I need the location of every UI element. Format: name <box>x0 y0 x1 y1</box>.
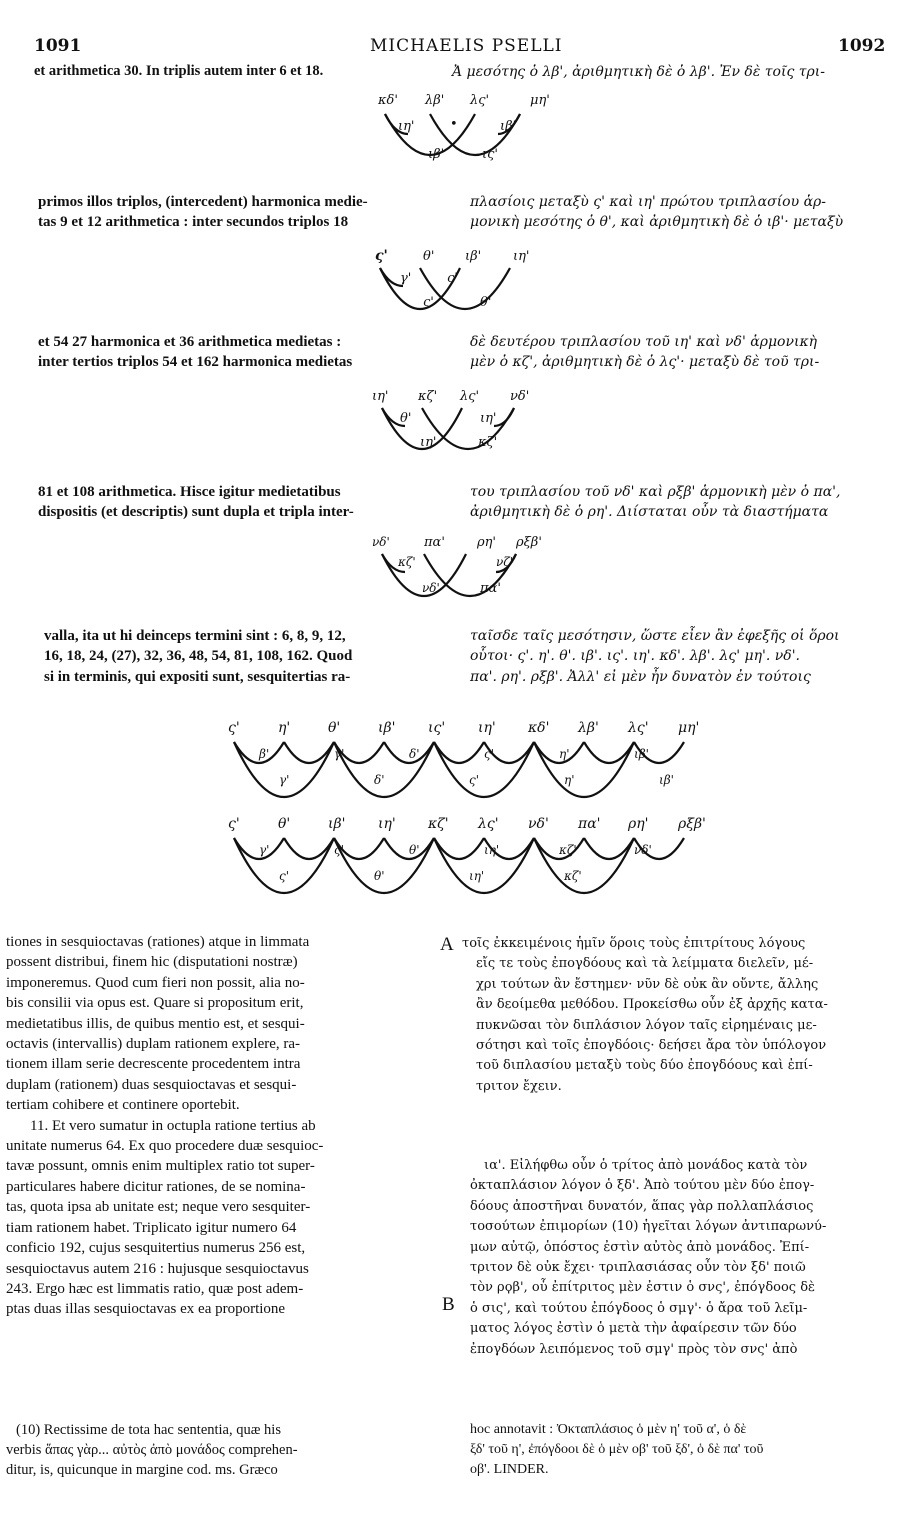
arc <box>284 742 334 763</box>
arc <box>434 742 484 763</box>
text-line: octavis (intervallis) duplam rationem explere, ra- <box>6 1036 301 1053</box>
term-label: ιβ' <box>328 816 346 832</box>
ratio-label: η' <box>559 747 570 761</box>
ratio-label: κζ' <box>398 555 416 569</box>
text-line: πλασίοις μεταξὺ ς' καὶ ιη' πρώτου τριπλασίου ἁρ- <box>470 194 826 210</box>
ratio-label: ιβ' <box>659 773 674 787</box>
arc <box>494 408 514 426</box>
latin-block-1 <box>38 192 448 233</box>
arc-diagram-6 <box>220 810 706 910</box>
text-line: medietatibus illis, de quibus mentio est, et sesqui- <box>6 1015 305 1032</box>
text-line: hoc annotavit : Ὀκταπλάσιος ὁ μὲν η' τοῦ α', ὁ δὲ <box>470 1422 747 1437</box>
term-label: ιη' <box>372 389 389 404</box>
text-line: conficio 192, cujus sesquitertius numerus 256 est, <box>6 1240 306 1257</box>
text-line: verbis ἅπας γὰρ... αὐτὸς ἀπὸ μονάδος comprehen- <box>6 1442 298 1458</box>
ratio-label: η' <box>564 773 575 787</box>
text-line: τὸν ρϙβ', οὗ ἐπίτριτος μὲν ἐστιν ὁ σνς', ἐπόγδοος δὲ <box>470 1280 816 1296</box>
ratio-label: • <box>450 117 458 132</box>
ratio-label: ς' <box>334 843 345 857</box>
term-label: ιη' <box>478 720 496 736</box>
text-line: ταῖσδε ταῖς μεσότησιν, ὥστε εἶεν ἂν ἐφεξῆς οἱ ὅροι <box>470 628 840 644</box>
text-line: ptas duas illas sesquioctavas ex ea proportione <box>6 1301 286 1318</box>
latin-block-3 <box>38 482 448 523</box>
ratio-label: κζ' <box>478 435 498 450</box>
text-line: σότησι καὶ τοῖς ἐπογδόοις· δεήσει ἄρα τὸν ὑπόλογον <box>476 1038 827 1054</box>
text-line: inter tertios triplos 54 et 162 harmonica medietas <box>38 354 353 371</box>
ratio-label: γ' <box>400 271 412 286</box>
ratio-label: ιη' <box>420 435 437 450</box>
greek-block-3 <box>470 482 880 523</box>
running-title: MICHAELIS PSELLI <box>370 36 563 56</box>
latin-block-4 <box>44 626 454 687</box>
text-line: ὁ σις', καὶ τούτου ἐπόγδοος ὁ σμγ'· ὁ ἄρα τοῦ λεῖμ- <box>470 1300 808 1316</box>
term-label: ρη' <box>628 816 649 832</box>
ratio-label: β' <box>259 747 270 761</box>
text-line: οὗτοι· ς'. η'. θ'. ιβ'. ις'. ιη'. κδ'. λβ'. λς' μη'. νδ'. <box>470 648 801 665</box>
arc-diagram-1 <box>350 86 580 181</box>
term-label: μη' <box>530 93 550 108</box>
ratio-label: θ' <box>374 869 385 883</box>
ratio-label: κζ' <box>559 843 577 857</box>
text-line: ἀριθμητικὴ δὲ ὁ ρη'. Διίσταται οὖν τὰ διαστήματα <box>470 504 829 521</box>
ratio-label: ς' <box>484 747 495 761</box>
ratio-label: νζ' <box>496 555 514 569</box>
ratio-label: ς' <box>447 271 458 286</box>
text-line: ditur, is, quicunque in margine cod. ms. Græco <box>6 1462 278 1478</box>
term-label: λς' <box>460 389 480 404</box>
text-line: 81 et 108 arithmetica. Hisce igitur medietatibus <box>38 484 341 500</box>
text-line: δὲ δευτέρου τριπλασίου τοῦ ιη' καὶ νδ' ἁρμονικὴ <box>470 334 818 350</box>
text-line: tavæ possunt, omnis enim multiplex ratio tot super- <box>6 1158 315 1175</box>
text-line: 243. Ergo hæc est limmatis ratio, quæ post adem- <box>6 1280 304 1297</box>
arc <box>434 838 484 859</box>
text-line: tiones in sesquioctavas (rationes) atque in limmata <box>6 934 310 950</box>
term-label: ιη' <box>513 249 530 264</box>
ratio-label: ς' <box>423 295 434 310</box>
ratio-label: ιη' <box>469 869 485 883</box>
ratio-label: ιβ' <box>428 147 445 162</box>
greek-block-1 <box>470 192 880 233</box>
term-label: πα' <box>578 816 601 832</box>
margin-marker-b: B <box>442 1294 455 1315</box>
page-number-left: 1091 <box>34 36 82 56</box>
text-line: οβ'. LINDER. <box>470 1462 549 1477</box>
text-line: bis consilii via opus est. Quare si propositum erit, <box>6 995 304 1012</box>
arc <box>234 838 334 893</box>
text-line: ματος λόγος ἐστὶν ὁ μετὰ τὴν ἀφαίρεσιν τῶν δύο <box>470 1321 797 1337</box>
term-label: ιβ' <box>465 249 482 264</box>
text-line: ἂν δεοίμεθα μεθόδου. Προκείσθω οὖν ἐξ ἀρχῆς κατα- <box>476 997 828 1013</box>
text-line: ια'. Εἰλήφθω οὖν ὁ τρίτος ἀπὸ μονάδος κατὰ τὸν <box>484 1158 808 1173</box>
text-line: tertiam cohibere et continere oportebit. <box>6 1097 240 1114</box>
ratio-label: ς' <box>469 773 480 787</box>
text-line: sesquioctavus autem 216 : hujusque sesquioctavus <box>6 1260 309 1277</box>
text-line: μων αὐτῷ, ὁπόστος ἐστὶν αὐτὸς ἀπὸ μονάδος. Ἐπί- <box>470 1239 810 1255</box>
text-line: et 54 27 harmonica et 36 arithmetica medietas : <box>38 334 342 350</box>
term-label: ις' <box>428 720 446 736</box>
ratio-label: θ' <box>480 295 492 310</box>
term-label: θ' <box>423 249 435 264</box>
text-line: imponeremus. Quod cum fieri non possit, alia no- <box>6 974 305 991</box>
term-label: λβ' <box>578 720 599 736</box>
ratio-label: πα' <box>480 581 501 596</box>
text-line: τοσούτων ἐπιμορίων (10) ἡγεῖται λόγων ἀντιπαρωνύ- <box>470 1219 827 1235</box>
text-line: τοῦ διπλασίου μεταξὺ τοὺς δύο ἐπογδόους καὶ ἐπί- <box>476 1058 813 1074</box>
ratio-label: νδ' <box>422 581 440 595</box>
text-line: ἐπογδόων λειπόμενος τοῦ σμγ' πρὸς τὸν σνς' ἀπὸ <box>470 1341 798 1357</box>
term-label: ρξβ' <box>678 816 706 832</box>
text-line: ὀκταπλάσιον λόγον ὁ ξδ'. Ἀπὸ τούτου μὲν δύο ἐπογ- <box>470 1178 815 1194</box>
term-label: ιβ' <box>378 720 396 736</box>
ratio-label: ιη' <box>484 843 500 857</box>
text-line: πυκνῶσαι τὸν διπλάσιον λόγον ταῖς εἰρημέναις με- <box>476 1017 817 1033</box>
arc-diagram-4 <box>362 526 562 618</box>
term-label: πα' <box>424 535 445 550</box>
arc-diagram-3 <box>360 380 560 470</box>
arc <box>534 838 634 893</box>
text-line: possent distribui, finem hic (disputationi nostræ) <box>6 954 298 971</box>
text-line: unitate numerus 64. Ex quo procedere duæ sesquioc- <box>6 1138 324 1155</box>
text-line: 11. Et vero sumatur in octupla ratione tertius ab <box>30 1117 316 1134</box>
latin-block-2 <box>38 332 448 373</box>
top-line-greek: Ἀ μεσότης ὁ λβ', ἀριθμητικὴ δὲ ὁ λβ'. Ἐν δὲ τοῖς τρι- <box>452 64 825 80</box>
greek-lower-column-2 <box>470 1156 900 1360</box>
text-line: τριτον ἔχειν. <box>476 1078 562 1094</box>
term-label: μη' <box>678 720 700 736</box>
term-label: ρξβ' <box>516 535 542 550</box>
term-label: ς' <box>375 248 388 264</box>
text-line: valla, ita ut hi deinceps termini sint : 6, 8, 9, 12, <box>44 628 346 644</box>
text-line: si in terminis, qui expositi sunt, sesquitertias ra- <box>44 668 351 685</box>
term-label: η' <box>278 720 291 736</box>
arc <box>284 838 334 859</box>
greek-block-4 <box>470 626 880 687</box>
text-line: χρι τούτων ἂν ἔστημεν· νῦν δὲ οὐκ ἂν οὔντε, ἄλλης <box>476 976 819 992</box>
text-line: tiam rationem habet. Triplicato igitur numero 64 <box>6 1219 297 1236</box>
term-label: νδ' <box>528 816 549 832</box>
term-label: νδ' <box>510 389 530 404</box>
term-label: νδ' <box>372 535 390 549</box>
term-label: λς' <box>470 93 490 108</box>
term-label: θ' <box>278 816 291 832</box>
footnote-right <box>470 1420 900 1480</box>
latin-lower-column <box>6 932 436 1320</box>
ratio-label: γ' <box>259 843 270 857</box>
text-line: tionem illam serie decrescente procedentem intra <box>6 1056 301 1073</box>
arc-diagram-2 <box>355 240 555 330</box>
arc <box>584 742 634 763</box>
page-number-right: 1092 <box>838 36 886 56</box>
ratio-label: νδ' <box>634 843 652 857</box>
term-label: ιη' <box>378 816 396 832</box>
ratio-label: θ' <box>400 411 412 426</box>
ratio-label: κζ' <box>564 869 582 883</box>
term-label: κζ' <box>418 389 438 404</box>
term-label: λς' <box>478 816 499 832</box>
ratio-label: θ' <box>409 843 420 857</box>
ratio-label: γ' <box>279 773 290 787</box>
text-line: primos illos triplos, (intercedent) harmonica medie- <box>38 194 368 210</box>
ratio-label: ιη' <box>398 119 415 134</box>
term-label: ς' <box>228 816 240 832</box>
text-line: πα'. ρη'. ρξβ'. Ἀλλ' εἰ μὲν ἦν δυνατὸν ἐν τούτοις <box>470 668 811 685</box>
text-line: (10) Rectissime de tota hac sententia, quæ his <box>16 1422 281 1438</box>
text-line: tas 9 et 12 arithmetica : inter secundos triplos 18 <box>38 214 349 231</box>
ratio-label: ιη' <box>480 411 497 426</box>
text-line: dispositis (et descriptis) sunt dupla et tripla inter- <box>38 504 354 521</box>
term-label: κδ' <box>528 720 550 736</box>
term-label: ς' <box>228 720 240 736</box>
text-line: του τριπλασίου τοῦ νδ' καὶ ρξβ' ἁρμονικὴ μὲν ὁ πα', <box>470 484 841 500</box>
arc <box>234 742 334 797</box>
text-line: τριτον δὲ οὐκ ἔχει· τριπλασιάσας οὖν τὸν ξδ' ποιῶ <box>470 1260 806 1276</box>
greek-lower-column-1 <box>462 934 902 1097</box>
text-line: τοῖς ἐκκειμένοις ἡμῖν ὅροις τοὺς ἐπιτρίτους λόγους <box>462 936 806 951</box>
top-line-latin: et arithmetica 30. In triplis autem inter 6 et 18. <box>34 63 324 79</box>
term-label: κδ' <box>378 93 398 108</box>
text-line: δόους ἀποστῆναι δυνατόν, ἅπας γὰρ πολλαπλάσιος <box>470 1198 814 1214</box>
arc <box>584 838 634 859</box>
ratio-label: ιβ' <box>500 119 517 134</box>
ratio-label: δ' <box>374 773 385 787</box>
term-label: ρη' <box>477 535 497 550</box>
ratio-label: γ' <box>334 747 345 761</box>
greek-block-2 <box>470 332 880 373</box>
arc <box>534 742 634 797</box>
ratio-label: ις' <box>482 147 498 162</box>
text-line: duplam (rationem) duas sesquioctavas et sesqui- <box>6 1076 297 1093</box>
ratio-label: ιβ' <box>634 747 649 761</box>
term-label: κζ' <box>428 816 449 832</box>
ratio-label: δ' <box>409 747 420 761</box>
text-line: μονικὴ μεσότης ὁ θ', καὶ ἀριθμητικὴ δὲ ὁ ιβ'· μεταξὺ <box>470 214 844 231</box>
text-line: μὲν ὁ κζ', ἀριθμητικὴ δὲ ὁ λς'· μεταξὺ δὲ τοῦ τρι- <box>470 354 820 371</box>
text-line: εἴς τε τοὺς ἐπογδόους καὶ τὰ λείμματα διελεῖν, μέ- <box>476 956 814 972</box>
text-line: tas, quota ipsa ab unitate est; neque vero sesquiter- <box>6 1199 311 1216</box>
term-label: θ' <box>328 720 341 736</box>
arc-diagram-5 <box>220 714 700 809</box>
footnote-left <box>6 1420 436 1480</box>
term-label: λβ' <box>425 93 445 108</box>
text-line: 16, 18, 24, (27), 32, 36, 48, 54, 81, 108, 162. Quod <box>44 648 353 665</box>
margin-marker-a: A <box>440 934 454 955</box>
text-line: ξδ' τοῦ η', ἐπόγδοοι δὲ ὁ μὲν οβ' τοῦ ξδ', ὁ δὲ πα' τοῦ <box>470 1442 764 1457</box>
term-label: λς' <box>628 720 649 736</box>
ratio-label: ς' <box>279 869 290 883</box>
text-line: particulares habere dicitur rationes, de se nomina- <box>6 1178 306 1195</box>
